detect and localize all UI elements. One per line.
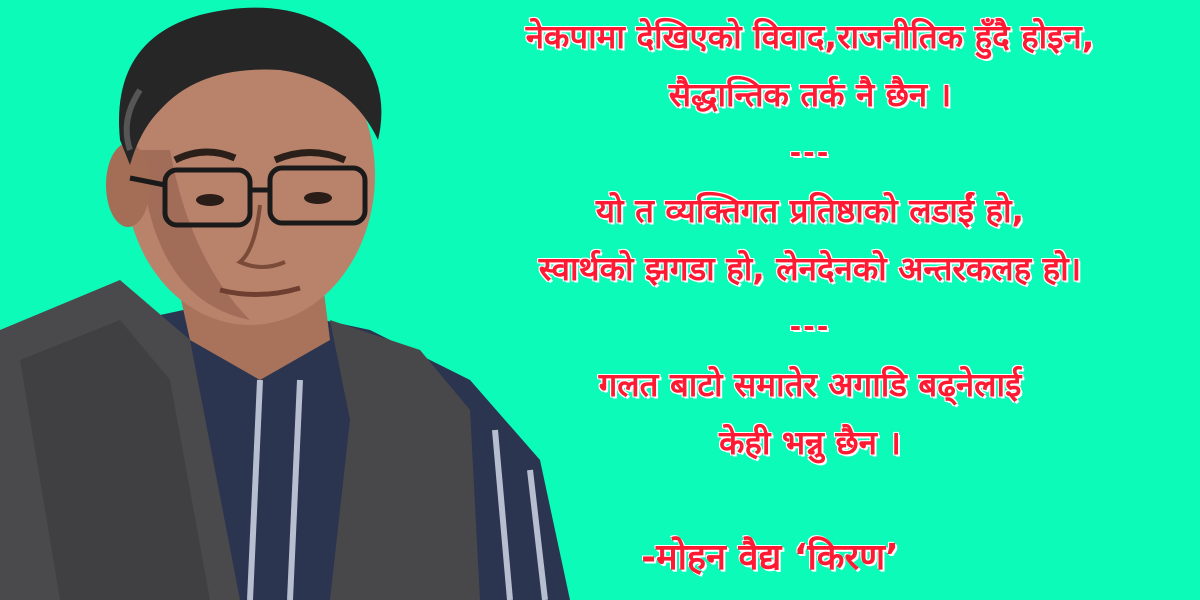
quote-attribution: -मोहन वैद्य ‘किरण’: [641, 537, 899, 578]
quote-separator-1: ---: [789, 136, 831, 169]
quote-line-5: गलत बाटो समातेर अगाडि बढ्नेलाई: [598, 365, 1022, 404]
quote-line-4: स्वार्थको झगडा हो, लेनदेनको अन्तरकलह हो।: [538, 249, 1082, 288]
quote-line-2: सैद्धान्तिक तर्क नै छैन ।: [668, 75, 952, 114]
quote-separator-2: ---: [789, 310, 831, 343]
quote-line-1: नेकपामा देखिएको विवाद,राजनीतिक हुँदै होइन,: [525, 17, 1095, 56]
quote-line-6: केही भन्नु छैन ।: [719, 423, 901, 462]
quote-block: [420, 8, 1200, 472]
quote-line-3: यो त व्यक्तिगत प्रतिष्ठाको लडाईं हो,: [595, 191, 1025, 230]
